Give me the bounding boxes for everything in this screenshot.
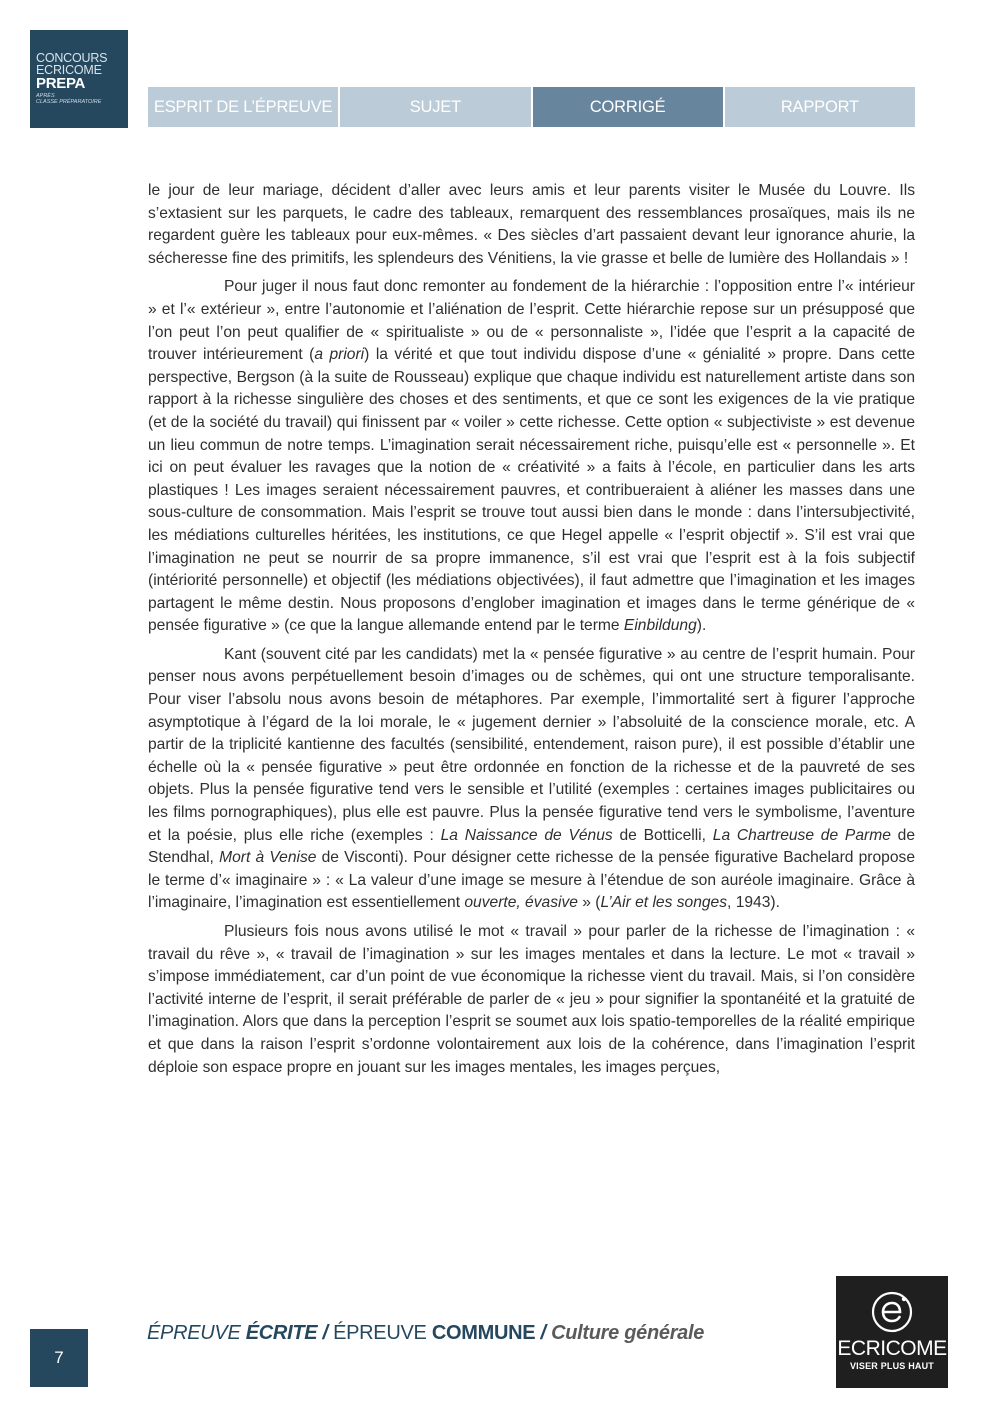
footer-title — [147, 1322, 704, 1345]
paragraph-4: Plusieurs fois nous avons utilisé le mot « travail » pour parler de la richesse de l’imagination : « travail du rêve », « travail de l’imagination » sur les images mentales et dans la lecture. Le mot « travail » s’impose immédiatement, car d’un point de vue économique la richesse vient du travail. Mais, si l’on considère l’activité interne de l’esprit, il serait préférable de parler de « jeu » pour signifier la spontanéité et la gratuité de l’imagination. Alors que dans la perception l’esprit se soumet aux lois spatio-temporelles de la réalité empirique et que dans la raison l’esprit s’ordonne volontairement aux lois de la cohérence, dans l’imagination l’esprit déploie son espace propre en jouant sur les images mentales, les images perçues, — [148, 923, 915, 1076]
footer-sep-2: / — [535, 1322, 552, 1344]
logo-line-ecricome: ECRICOME — [36, 63, 102, 77]
tab-esprit-epreuve[interactable]: ESPRIT DE L’ÉPREUVE — [148, 87, 338, 127]
page-number: 7 — [30, 1329, 88, 1387]
document-body — [148, 180, 915, 1085]
p2-text-c: ) la vérité et que tout individu dispose d’une « génialité » propre. Dans cette perspective, Bergson (à la suite de Rousseau) explique que chaque individu est naturellement artiste dans son rapport à la richesse singulière des choses et des sentiments, et que ce sont les exigences de la vie pratique (et de la société du travail) qui finissent par « voiler » cette richesse. Cette option « subjectiviste » est devenue un lieu commun de notre temps. L’imagination serait nécessairement riche, puisqu’elle est « personnelle ». Et ici on peut évaluer les ravages que la notion de « créativité » a faits à l’école, en particulier dans les arts plastiques ! Les images seraient nécessairement pauvres, et contribueraient à aliéner les masses dans une sous-culture de consommation. Mais l’esprit se trouve tout aussi bien dans le monde : dans l’intersubjectivité, les médiations culturelles héritées, les institutions, ce que Hegel appelle « l’esprit objectif ». S’il est vrai que l’imagination ne peut se nourrir de sa propre immanence, s’il est vrai que l’esprit est à la fois subjectif (intériorité personnelle) et objectif (les médiations objectivées), il faut admettre que l’imagination et les images partagent le même destin. Nous proposons d’englober imagination et images dans le terme générique de « pensée figurative » (ce que la langue allemande entend par le terme — [148, 346, 916, 635]
footer-ecrite: ÉCRITE — [245, 1322, 318, 1344]
e-circle-icon — [870, 1290, 914, 1334]
logo-line-classe: CLASSE PRÉPARATOIRE — [36, 99, 102, 105]
footer-epreuve-1: ÉPREUVE — [147, 1322, 246, 1344]
p3-text-c: de Botticelli, — [612, 826, 713, 844]
p2-text-e: ). — [696, 617, 707, 635]
paragraph-1: le jour de leur mariage, décident d’aller avec leurs amis et leur parents visiter le Musée du Louvre. Ils s’extasient sur les parquets, le cadre des tableaux, remarquent des ressemblances prosaïques, mais ils ne regardent guère les tableaux pour eux-mêmes. « Des siècles d’art passaient devant leur ignorance ahurie, la sécheresse fine des primitifs, les splendeurs des Vénitiens, la vie grasse et belle de lumière des Hollandais » ! — [148, 182, 915, 267]
logo-line-concours: CONCOURS — [36, 51, 108, 65]
ecricome-brand — [836, 1276, 948, 1388]
tab-corrige[interactable]: CORRIGÉ — [533, 87, 723, 127]
footer-commune: COMMUNE — [431, 1322, 536, 1344]
footer-sep-1: / — [317, 1322, 334, 1344]
brand-name: ECRICOME — [837, 1337, 947, 1360]
p3-italic-air-songes: L’Air et les songes — [600, 894, 728, 912]
tab-sujet[interactable]: SUJET — [340, 87, 530, 127]
p3-italic-ouverte: ouverte, évasive — [464, 894, 578, 912]
p3-italic-mort-venise: Mort à Venise — [219, 849, 317, 867]
p3-text-g: de Visconti). Pour désigner cette richesse de la pensée figurative Bachelard propose le terme d’« imaginaire » : « La valeur d’une image se mesure à l’étendue de son auréole imaginaire. Grâce à l’imaginaire, l’imagination est essentiellement — [148, 849, 915, 912]
concours-logo — [30, 30, 128, 128]
p3-italic-naissance-venus: La Naissance de Vénus — [440, 826, 613, 844]
paragraph-3 — [148, 644, 915, 915]
p3-italic-chartreuse: La Chartreuse de Parme — [712, 826, 891, 844]
tab-rapport[interactable]: RAPPORT — [725, 87, 915, 127]
p2-italic-a-priori: a priori — [314, 346, 365, 364]
brand-tagline: VISER PLUS HAUT — [849, 1361, 934, 1371]
p3-text-a: Kant (souvent cité par les candidats) met la « pensée figurative » au centre de l’esprit humain. Pour penser nous avons perpétuellement besoin d’images ou de schèmes, qui ont une structure temporalisante. Pour viser l’absolu nous avons besoin de métaphores. Par exemple, l’immortalité sert à figurer l’approche asymptotique à l’égard de la loi morale, le « jugement dernier » l’absoluité de la conscience morale, etc. A partir de la triplicité kantienne des facultés (sensibilité, entendement, raison pure), il est possible d’établir une échelle où la « pensée figurative » peut être ordonnée en fonction de la richesse et de la pauvreté de ses objets. Plus la pensée figurative tend vers le sensible et l’utilité (exemples : certaines images publicitaires ou les films pornographiques), plus elle est pauvre. Plus la pensée figurative tend vers le symbolisme, l’aventure et la poésie, plus elle riche (exemples : — [148, 645, 915, 844]
p3-text-k: , 1943). — [727, 894, 780, 912]
logo-line-prepa: PREPA — [36, 75, 86, 92]
section-tabs — [148, 87, 915, 127]
p2-text-a: Pour juger il nous faut donc remonter au fondement de la hiérarchie : l’opposition entre l’« intérieur » et l’« extérieur », entre l’autonomie et l’aliénation de l’esprit. Cette hiérarchie repose sur un présupposé que l’on peut l’on peut qualifier de « spiritualiste » ou de « personnaliste », l’idée que l’esprit a la capacité de trouver intérieurement ( — [148, 278, 915, 364]
p3-text-i: » ( — [577, 894, 601, 912]
paragraph-2 — [148, 276, 915, 638]
footer-culture-generale: Culture générale — [551, 1322, 705, 1344]
p3-text-e: de Stendhal, — [148, 826, 915, 867]
logo-line-apres: APRÈS — [36, 93, 55, 99]
p2-italic-einbildung: Einbildung — [623, 617, 697, 635]
footer-epreuve-2: ÉPREUVE — [333, 1322, 432, 1344]
